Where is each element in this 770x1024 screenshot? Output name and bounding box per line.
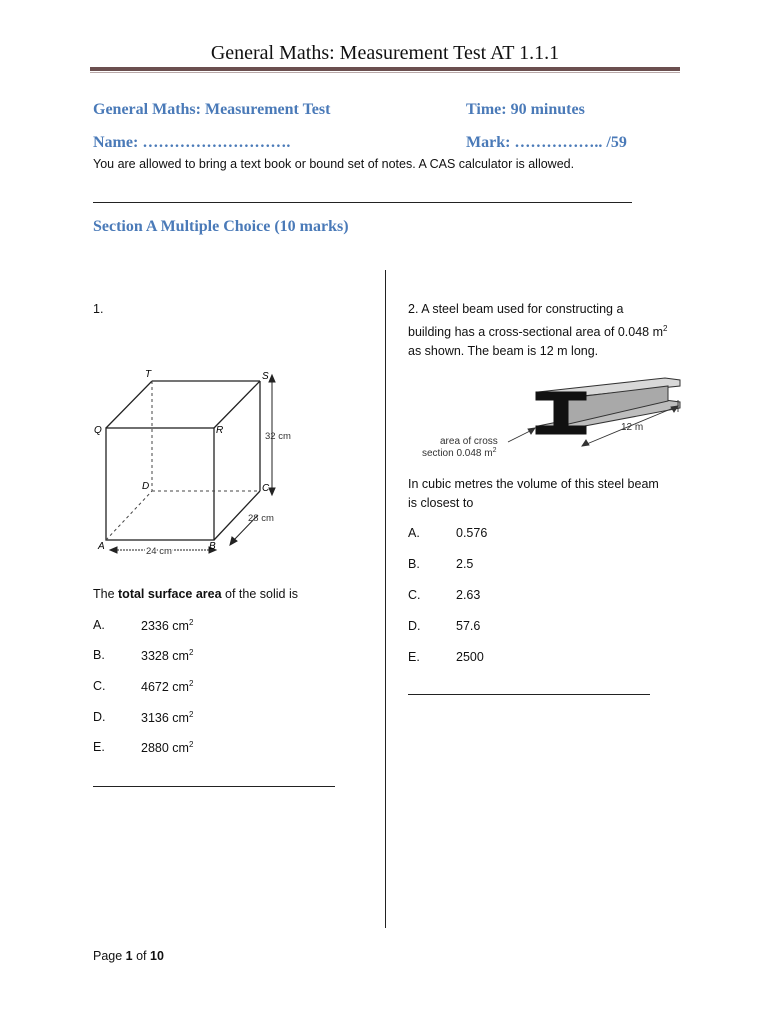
q2-option-e: E. 2500: [408, 650, 484, 664]
header-rule-thin: [90, 72, 680, 73]
vertex-Q: Q: [94, 425, 102, 436]
time-label: Time: 90 minutes: [466, 101, 585, 118]
q2-intro: 2. A steel beam used for constructing a building has a cross-sectional area of 0.048 $m^2$ as shown. The beam is 12 m long.: [408, 302, 668, 359]
vertex-T: T: [145, 369, 152, 380]
q2-option-b: B. 2.5: [408, 557, 474, 571]
area-label-line2: section 0.048 $m^2$: [422, 447, 497, 459]
column-divider: [385, 270, 386, 928]
vertex-R: R: [216, 425, 224, 436]
vertex-B: B: [209, 541, 216, 552]
q1-question: The total surface area of the solid is: [93, 587, 298, 601]
page-number: Page 1 of 10: [93, 949, 164, 963]
dim-height: 32 cm: [265, 431, 291, 442]
vertex-C: C: [262, 483, 270, 494]
cube-front-face: [106, 428, 214, 540]
q2-option-a: A. 0.576: [408, 526, 488, 540]
vertex-D: D: [142, 481, 150, 492]
vertex-S: S: [262, 371, 269, 382]
vertex-A: A: [98, 541, 105, 552]
name-field: Name: ……………………….: [93, 134, 291, 151]
q1-option-e: E. 2880 $cm^2$: [93, 740, 194, 756]
q2-option-c: C. 2.63: [408, 588, 481, 602]
q2-question: In cubic metres the volume of this steel beam is closest to: [408, 477, 659, 510]
q1-option-d: D. 3136 $cm^2$: [93, 710, 194, 726]
page-header-title: General Maths: Measurement Test AT 1.1.1: [210, 42, 560, 64]
q1-answer-line: [93, 786, 335, 787]
mark-field: Mark: …………….. /59: [466, 134, 627, 151]
q2-answer-line: [408, 694, 650, 695]
section-title: Section A Multiple Choice (10 marks): [93, 218, 349, 235]
q1-option-c: C. 4672 $cm^2$: [93, 679, 194, 695]
cube-diagram: [88, 365, 303, 560]
header-rule: [90, 67, 680, 71]
dim-width: 24 cm: [146, 546, 172, 557]
beam-length-label: 12 m: [621, 422, 644, 433]
q1-option-b: B. 3328 $cm^2$: [93, 648, 194, 664]
steel-beam-diagram: [410, 372, 690, 464]
q1-number: 1.: [93, 302, 104, 316]
q2-option-d: D. 57.6: [408, 619, 481, 633]
dim-depth: 28 cm: [248, 513, 274, 524]
area-label-line1: area of cross: [440, 436, 498, 447]
test-title: General Maths: Measurement Test: [93, 101, 331, 118]
info-divider: [93, 202, 632, 203]
instructions: You are allowed to bring a text book or bound set of notes. A CAS calculator is allowed.: [93, 157, 575, 171]
q1-option-a: A. 2336 $cm^2$: [93, 618, 194, 634]
